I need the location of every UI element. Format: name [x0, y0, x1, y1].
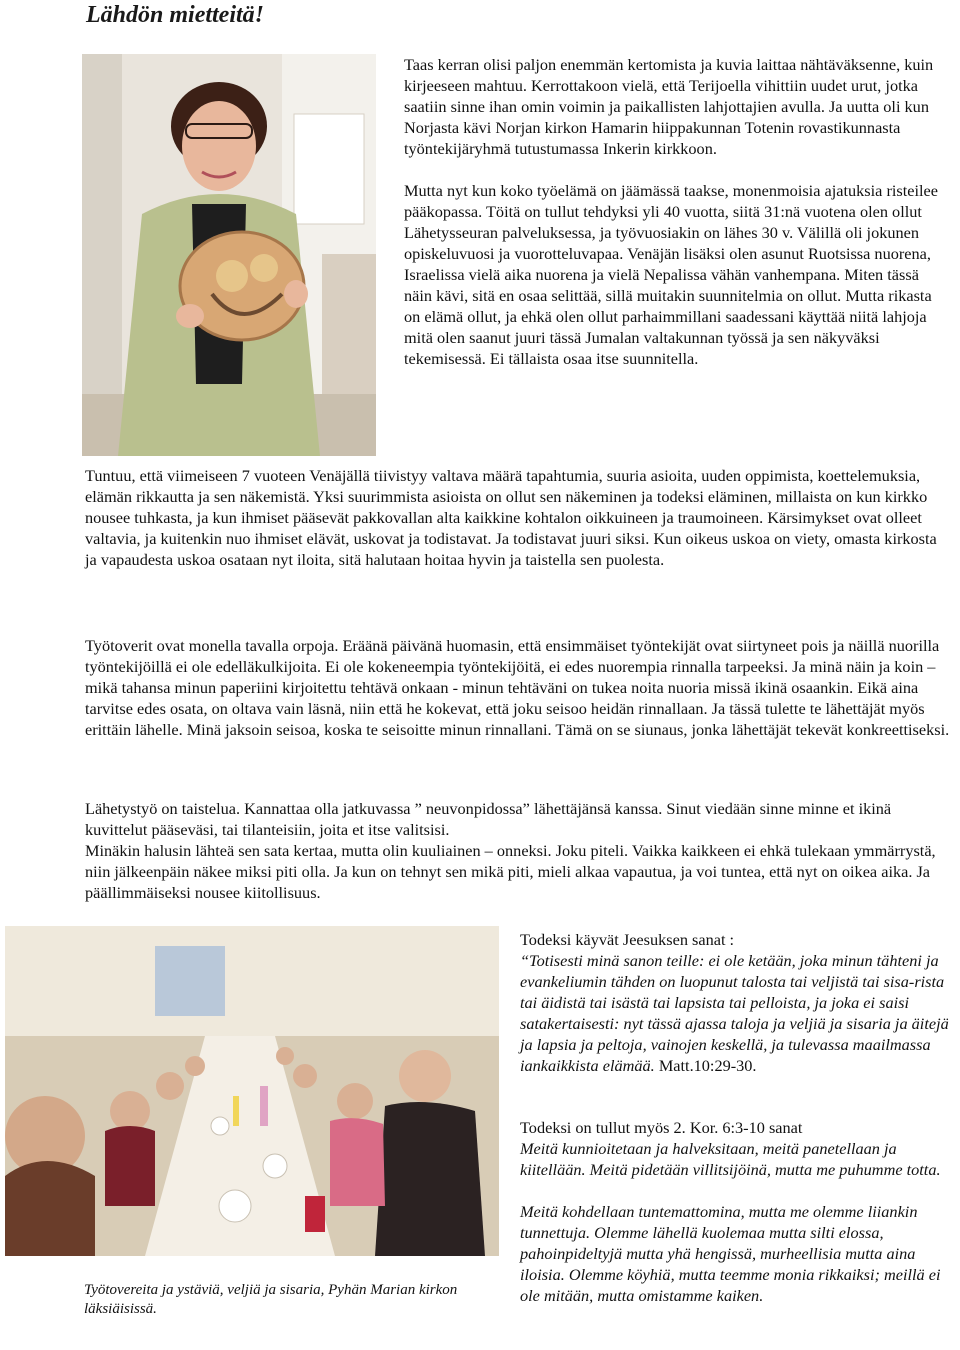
quote-lead: Todeksi on tullut myös 2. Kor. 6:3-10 sanat [520, 1118, 803, 1137]
paragraph-text: Lähetystyö on taistelua. Kannattaa olla jatkuvassa ” neuvonpidossa” lähettäjänsä kanssa. Sinut viedään sinne minne et ikinä kuvittelut pääseväsi, tai tilanteisiin, joita et itse valitsisi. [85, 799, 892, 839]
quote-reference: Matt.10:29-30. [654, 1056, 757, 1075]
intro-paragraph: Taas kerran olisi paljon enemmän kertomista ja kuvia laittaa nähtäväksenne, kuin kirjeeseen mahtuu. Kerrottakoon vielä, että Terijoella vihittiin uudet urut, jotka saatiin sinne ihan omin voimin ja paikallisten lahjottajien avulla. Ja uutta oli kun Norjasta kävi Norjan kirkon Hamarin hiippakunnan Totenin rovastikunnasta työntekijäryhmä tutustumassa Inkerin kirkkoon. [404, 55, 934, 158]
scripture-quote-2 [520, 1117, 960, 1306]
portrait-photo [82, 54, 376, 456]
intro-paragraph: Mutta nyt kun koko työelämä on jäämässä taakse, monenmoisia ajatuksia risteilee pääkopassa. Töitä on tullut tehdyksi yli 40 vuotta, siitä 31:nä vuotena olen ollut Lähetysseuran palveluksessa, ja työvuosiakin on lähes 30 v. Välillä oli jokunen opiskeluvuosi ja vuorotteluvapaa. Venäjän lisäksi olen asunut Ruotsissa nuorena, Israelissa vielä aika nuorena ja vielä Nepalissa vähän vanhempana. Miten tässä näin kävi, sitä en osaa selittää, sillä muitakin suunnitelmia on ollut. Mutta rikasta on elämä ollut, ja ehkä olen ollut parhaimmillani saadessani käyttää niitä lahjoja mitä olen saanut juuri tässä Jumalan valtakunnan työssä ja sen näkyväksi tekemisessä. Ei tällaista osaa itse suunnitella. [404, 181, 938, 368]
paragraph-text: Tuntuu, että viimeiseen 7 vuoteen Venäjällä tiivistyy valtava määrä tapahtumia, suuria asioita, uuden oppimista, koettelemuksia, elämän rikkautta ja sen näkemistä. Yksi suurimmista asioista on ollut sen näkeminen ja todeksi eläminen, millaista on kun kirkko nousee tuhkasta, ja kun ihmiset pääsevät pakkovallan alta kaikkine kohtalon oikkuineen ja traumoineen. Kärsimykset ovat olleet valtavia, ja kuitenkin nuo ihmiset elävät, uskovat ja todistavat. Ja todistavat juuri siksi. Kun oikeus uskoa on viety, omasta kirkosta ja vapaudesta uskoa osataan nyt iloita, sitä halutaan hoitaa hyvin ja taistella sen puolesta. [85, 466, 937, 569]
scripture-quote-1 [520, 929, 960, 1076]
photo-caption: Työtovereita ja ystäviä, veljiä ja sisaria, Pyhän Marian kirkon läksiäisissä. [84, 1282, 458, 1317]
page-title: Lähdön mietteitä! [86, 2, 265, 28]
dinner-illustration [5, 926, 499, 1256]
portrait-illustration [82, 54, 376, 456]
farewell-dinner-photo [5, 926, 499, 1256]
paragraph-text: Työtoverit ovat monella tavalla orpoja. Eräänä päivänä huomasin, että ensimmäiset työntekijät ovat siirtyneet pois ja näillä nuorilla työntekijöillä ei ole edelläkulkijoita. Ei ole kokeneempia työntekijöitä, ei edes nuorempia rinnalla tarpeeksi. Ja minä näin ja koin – mikä tahansa minun paperiini kirjoitettu tehtävä onkaan - minun tehtäväni on tukea noita nuoria missä ikinä osaankin. Eikä aina tarvitse edes osata, on oltava vain läsnä, niin että he kokevat, että joku seisoo heidän rinnallaan. Ja tässä tulette te lähettäjät myös erittäin lähelle. Minä jaksoin seisoa, koska te seisoitte minun rinnallani. Tämä on se siunaus, jonka lähettäjät tekevät konkreettiseksi. [85, 636, 950, 739]
body-paragraph [85, 798, 950, 903]
intro-column [404, 54, 950, 390]
quote-text: Meitä kohdellaan tuntemattomina, mutta me olemme liiankin tunnettuja. Olemme lähellä kuolemaa mutta silti elossa, pahoinpideltyjä mutta yhä hengissä, murheellisia mutta aina iloisia. Olemme köyhiä, mutta teemme monia rikkaiksi; meillä ei ole mitään, mutta omistamme kaiken. [520, 1202, 941, 1305]
quote-text: “Totisesti minä sanon teille: ei ole ketään, joka minun tähteni ja evankeliumin tähden on luopunut talosta tai veljistä tai sisa-rista tai äidistä tai isästä tai lapsista tai pelloista, ja joka ei saisi satakertaisesti: nyt tässä ajassa taloja ja veljiä ja sisaria ja äitejä ja lapsia ja peltoja, vainojen keskellä, ja tulevassa maailmassa iankaikkista elämää. [520, 951, 949, 1075]
body-paragraph [85, 635, 950, 740]
quote-lead: Todeksi käyvät Jeesuksen sanat : [520, 930, 735, 949]
body-paragraph [85, 465, 950, 570]
quote-text: Meitä kunnioitetaan ja halveksitaan, meitä panetellaan ja kiitellään. Meitä pidetään villitsijöinä, mutta me puhumme totta. [520, 1139, 941, 1179]
paragraph-text: Minäkin halusin lähteä sen sata kertaa, mutta olin kuuliainen – onneksi. Joku piteli. Vaikka kaikkeen ei ehkä tulekaan ymmärrystä, niin jälkeenpäin näkee miksi piti olla. Ja kun on tehnyt sen mikä piti, mieli alkaa vapautua, ja voi tuntea, että nyt on oikea aika. Ja päällimmäiseksi nousee kiitollisuus. [85, 841, 936, 902]
